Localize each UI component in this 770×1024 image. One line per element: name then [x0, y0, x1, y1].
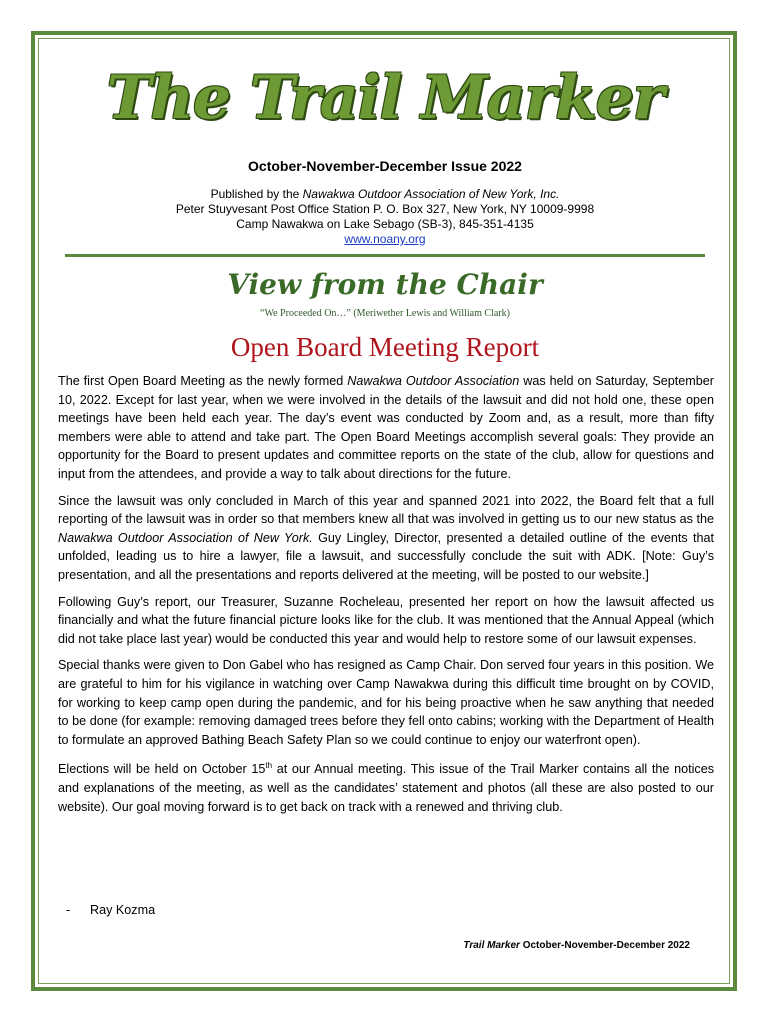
published-org: Nawakwa Outdoor Association of New York, Inc.	[302, 187, 560, 201]
issue-line: October-November-December Issue 2022	[248, 158, 522, 174]
publication-info	[0, 187, 770, 247]
footer-publication: Trail Marker	[463, 940, 520, 951]
section-quote: “We Proceeded On…” (Meriwether Lewis and William Clark)	[260, 308, 510, 319]
published-by-line	[0, 187, 770, 202]
published-prefix: Published by the	[210, 187, 303, 201]
signature-dash: -	[66, 903, 71, 917]
paragraph-2: Since the lawsuit was only concluded in March of this year and spanned 2021 into 2022, the Board felt that a full reporting of the lawsuit was in order so that members knew all that was involved in getting us to our new status as the Nawakwa Outdoor Association of New York. Guy Lingley, Director, presented a detailed outline of the events that unfolded, leading us to hire a lawyer, file a lawsuit, and successfully conclude the suit with ADK. [Note: Guy’s presentation, and all the presentations and reports delivered at the meeting, will be posted to our website.]	[58, 493, 715, 582]
header-divider	[65, 254, 705, 257]
paragraph-3: Following Guy’s report, our Treasurer, Suzanne Rocheleau, presented her report on how the lawsuit affected us financially and what the future financial picture looks like for the club. It was mentioned that the Annual Appeal (which did not take place last year) would be conducted this year and would help to restore some of our lawsuit expenses.	[58, 594, 714, 646]
article-body	[58, 372, 714, 824]
address-line: Peter Stuyvesant Post Office Station P. O. Box 327, New York, NY 10009-9998	[175, 202, 595, 216]
paragraph-5: Elections will be held on October 15th at our Annual meeting. This issue of the Trail Marker contains all the notices and explanations of the meeting, as well as the candidates’ statement and photos (all these are also posted to our website). Our goal moving forward is to get back on track with a renewed and thriving club.	[58, 761, 714, 814]
footer-issue: October-November-December 2022	[522, 940, 690, 951]
camp-line: Camp Nawakwa on Lake Sebago (SB-3), 845-351-4135	[236, 217, 534, 231]
section-title: View from the Chair	[227, 268, 543, 301]
article-title: Open Board Meeting Report	[230, 332, 540, 362]
signature-name: Ray Kozma	[90, 903, 156, 917]
page-footer	[0, 940, 690, 951]
signature	[66, 903, 155, 917]
paragraph-4: Special thanks were given to Don Gabel who has resigned as Camp Chair. Don served four years in this position. We are grateful to him for his vigilance in watching over Camp Nawakwa during this difficult time brought on by COVID, for working to keep camp open during the pandemic, and for his being proactive when he saw anything that needed to be done (for example: removing damaged trees before they fell onto cabins; working with the Department of Health to formulate an approved Bathing Beach Safety Plan so we could continue to enjoy our waterfront open).	[58, 658, 714, 747]
website-link[interactable]: www.noany.org	[344, 232, 426, 246]
masthead-title: The Trail Marker	[106, 63, 664, 133]
paragraph-1: The first Open Board Meeting as the newly formed Nawakwa Outdoor Association was held on Saturday, September 10, 2022. Except for last year, when we were involved in the details of the lawsuit and did not hold one, these open meetings have been held each year. The day’s event was conducted by Zoom and, as a result, more than fifty members were able to attend and take part. The Open Board Meetings accomplish several goals: They provide an opportunity for the Board to present updates and committee reports on the state of the club, allow for questions and input from the attendees, and provide a way to talk about directions for the future.	[58, 374, 714, 481]
